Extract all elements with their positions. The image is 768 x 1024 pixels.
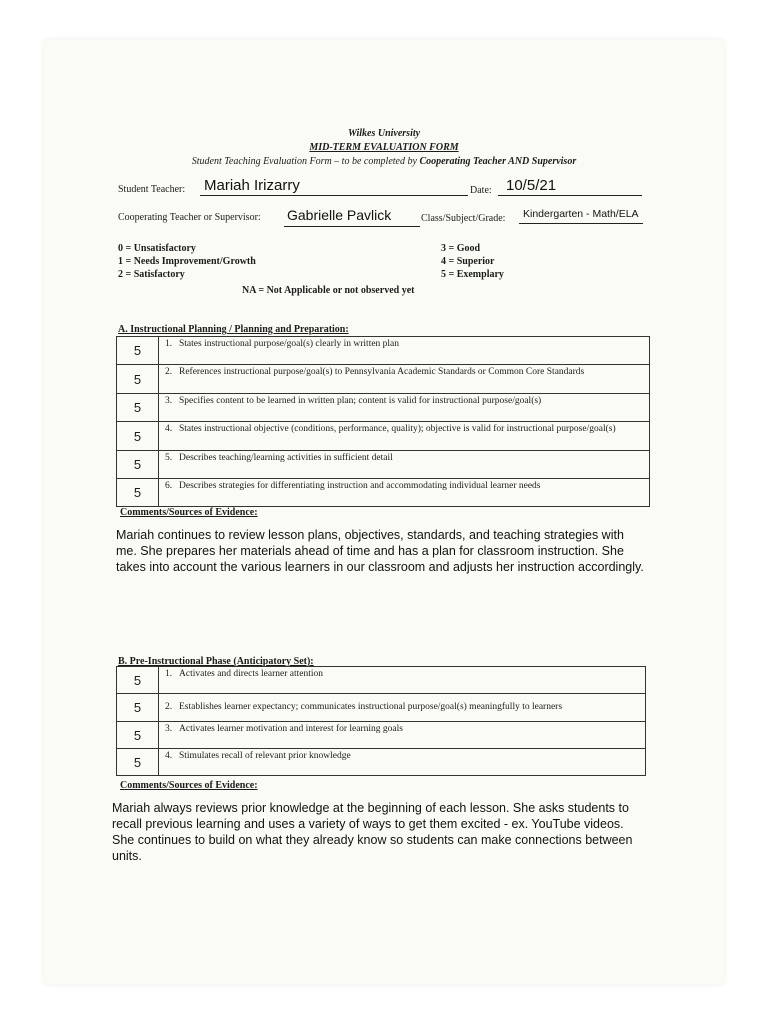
section-a-table — [116, 336, 650, 507]
score-cell[interactable]: 5 — [117, 365, 159, 394]
student-teacher-label: Student Teacher: — [118, 184, 186, 195]
criterion-text: Specifies content to be learned in written plan; content is valid for instructional purpose/goal(s) — [179, 396, 542, 406]
student-teacher-underline — [200, 195, 468, 196]
criterion-cell — [159, 749, 646, 776]
section-a-title — [118, 324, 349, 335]
score-cell[interactable]: 5 — [117, 667, 159, 694]
criterion-number: 1. — [165, 669, 173, 679]
university-name: Wilkes University — [347, 128, 421, 139]
subtitle-plain: Student Teaching Evaluation Form – to be completed by — [191, 156, 420, 167]
scale-right — [441, 242, 504, 281]
table-row — [117, 749, 646, 776]
criterion-number: 5. — [165, 453, 173, 463]
criterion-text: Activates and directs learner attention — [179, 669, 324, 679]
criterion-text: References instructional purpose/goal(s) to Pennsylvania Academic Standards or Common Core Standards — [179, 367, 585, 377]
criterion-text: Describes teaching/learning activities in sufficient detail — [179, 453, 393, 463]
criterion-cell — [159, 365, 650, 394]
table-row — [117, 394, 650, 422]
criterion-cell — [159, 337, 650, 365]
criterion-number: 6. — [165, 481, 173, 491]
criterion-cell — [159, 451, 650, 479]
scale-na: NA = Not Applicable or not observed yet — [242, 285, 415, 296]
criterion-number: 4. — [165, 751, 173, 761]
scale-item-5: 5 = Exemplary — [441, 269, 504, 280]
table-row — [117, 337, 650, 365]
subtitle-bold: Cooperating Teacher AND Supervisor — [419, 156, 577, 167]
criterion-cell — [159, 694, 646, 722]
scale-left — [118, 242, 256, 281]
criterion-cell — [159, 722, 646, 749]
criterion-text: Stimulates recall of relevant prior knowledge — [179, 751, 351, 761]
score-cell[interactable]: 5 — [117, 722, 159, 749]
criterion-cell — [159, 422, 650, 451]
criterion-number: 3. — [165, 396, 173, 406]
class-underline — [519, 223, 643, 224]
section-b-title-text: B. Pre-Instructional Phase (Anticipatory Set): — [118, 656, 314, 667]
form-title: MID-TERM EVALUATION FORM — [309, 142, 459, 153]
scale-item-1: 1 = Needs Improvement/Growth — [118, 256, 256, 267]
score-cell[interactable]: 5 — [117, 422, 159, 451]
class-label: Class/Subject/Grade: — [421, 213, 506, 224]
criterion-cell — [159, 667, 646, 694]
criterion-number: 4. — [165, 424, 173, 434]
criterion-text: Describes strategies for differentiating instruction and accommodating individual learner needs — [179, 481, 541, 491]
table-row — [117, 422, 650, 451]
student-teacher-field[interactable]: Mariah Irizarry — [204, 177, 300, 194]
criterion-number: 1. — [165, 339, 173, 349]
coop-teacher-underline — [284, 226, 420, 227]
criterion-text: States instructional purpose/goal(s) clearly in written plan — [179, 339, 400, 349]
score-cell[interactable]: 5 — [117, 749, 159, 776]
scale-item-0: 0 = Unsatisfactory — [118, 243, 196, 254]
score-cell[interactable]: 5 — [117, 479, 159, 507]
score-cell[interactable]: 5 — [117, 694, 159, 722]
date-underline — [498, 195, 642, 196]
criterion-text: Establishes learner expectancy; communicates instructional purpose/goal(s) meaningfully to learners — [179, 702, 563, 712]
score-cell[interactable]: 5 — [117, 451, 159, 479]
section-b-table — [116, 666, 646, 776]
criterion-cell — [159, 394, 650, 422]
form-subtitle — [0, 156, 768, 167]
table-row — [117, 479, 650, 507]
criterion-cell — [159, 479, 650, 507]
criterion-text: Activates learner motivation and interest for learning goals — [179, 724, 403, 734]
table-row — [117, 667, 646, 694]
table-row — [117, 694, 646, 722]
scale-item-2: 2 = Satisfactory — [118, 269, 185, 280]
score-cell[interactable]: 5 — [117, 394, 159, 422]
table-row — [117, 722, 646, 749]
table-row — [117, 365, 650, 394]
criterion-number: 2. — [165, 702, 173, 712]
scale-item-4: 4 = Superior — [441, 256, 495, 267]
scale-item-3: 3 = Good — [441, 243, 481, 254]
section-a-comments-label: Comments/Sources of Evidence: — [120, 507, 258, 518]
table-row — [117, 451, 650, 479]
coop-teacher-field[interactable]: Gabrielle Pavlick — [287, 207, 392, 223]
score-cell[interactable]: 5 — [117, 337, 159, 365]
section-a-title-text: A. Instructional Planning / Planning and Preparation: — [118, 324, 349, 335]
class-field[interactable]: Kindergarten - Math/ELA — [523, 208, 639, 220]
criterion-text: States instructional objective (conditions, performance, quality); objective is valid for instructional purpose/goal(s) — [179, 424, 616, 434]
section-a-comment[interactable]: Mariah continues to review lesson plans, objectives, standards, and teaching strategies with me. She prepares her materials ahead of time and has a plan for classroom instruction. She takes into account the various learners in our classroom and adjusts her instruction accordingly. — [116, 528, 644, 574]
coop-teacher-label: Cooperating Teacher or Supervisor: — [118, 212, 261, 223]
date-field[interactable]: 10/5/21 — [506, 177, 557, 194]
date-label: Date: — [470, 185, 492, 196]
criterion-number: 3. — [165, 724, 173, 734]
section-b-comment[interactable]: Mariah always reviews prior knowledge at the beginning of each lesson. She asks students to recall previous learning and uses a variety of ways to get them excited - ex. YouTube videos. She continues to build on what they already know so students can make connections between units. — [112, 801, 633, 863]
criterion-number: 2. — [165, 367, 173, 377]
section-b-comments-label: Comments/Sources of Evidence: — [120, 780, 258, 791]
